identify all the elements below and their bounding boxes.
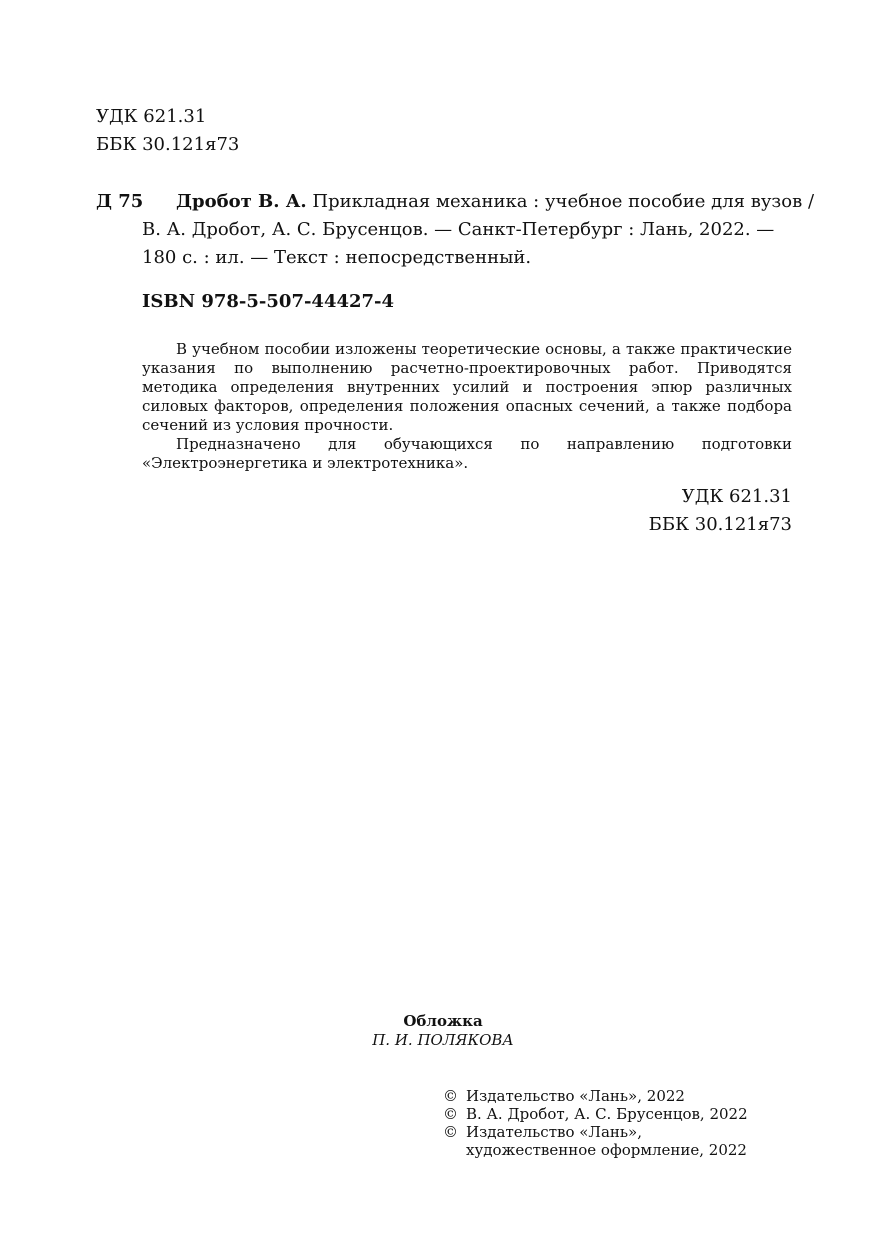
bbk-code-bottom: ББК 30.121я73	[648, 514, 792, 535]
copyright-row-2	[443, 1105, 748, 1123]
copyright-text-1: Издательство «Лань», 2022	[466, 1087, 685, 1105]
copyright-text-2: В. А. Дробот, А. С. Брусенцов, 2022	[466, 1105, 748, 1123]
author-heading: Дробот В. А.	[176, 191, 307, 212]
copyright-text-3-cont: художественное оформление, 2022	[466, 1141, 747, 1159]
copyright-icon: ©	[443, 1123, 458, 1141]
udk-code-bottom: УДК 621.31	[681, 486, 792, 507]
cover-label: Обложка	[403, 1012, 483, 1030]
entry-line-3: 180 с. : ил. — Текст : непосредственный.	[142, 247, 532, 268]
copyright-row-1	[443, 1087, 748, 1105]
copyright-row-3-continued	[443, 1141, 748, 1159]
copyright-icon: ©	[443, 1087, 458, 1105]
entry-line-1	[142, 188, 815, 216]
isbn: ISBN 978-5-507-44427-4	[142, 291, 395, 312]
annotation-paragraph-2: Предназначено для обучающихся по направлению подготовки «Электроэнергетика и электротехника».	[142, 435, 792, 472]
author-code: Д 75	[96, 191, 144, 212]
bibliographic-entry	[142, 188, 815, 272]
entry-line-2: В. А. Дробот, А. С. Брусенцов. — Санкт-Петербург : Лань, 2022. —	[142, 219, 775, 240]
copyright-text-3: Издательство «Лань»,	[466, 1123, 643, 1141]
annotation-paragraph-1: В учебном пособии изложены теоретические основы, а также практические указания по выполнению расчетно-проектировочных работ. Приводятся методика определения внутренних усилий и построения эпюр различных силовых факторов, определения положения опасных сечений, а также подбора сечений из условия прочности.	[142, 340, 792, 434]
annotation	[142, 340, 792, 473]
bbk-code-top: ББК 30.121я73	[96, 134, 240, 155]
entry-title: Прикладная механика : учебное пособие для вузов /	[306, 191, 815, 212]
copyright-row-3	[443, 1123, 748, 1141]
udk-code-top: УДК 621.31	[96, 106, 207, 127]
cover-designer: П. И. ПОЛЯКОВА	[372, 1031, 514, 1049]
copyright-icon: ©	[443, 1105, 458, 1123]
copyright-block	[443, 1087, 748, 1159]
